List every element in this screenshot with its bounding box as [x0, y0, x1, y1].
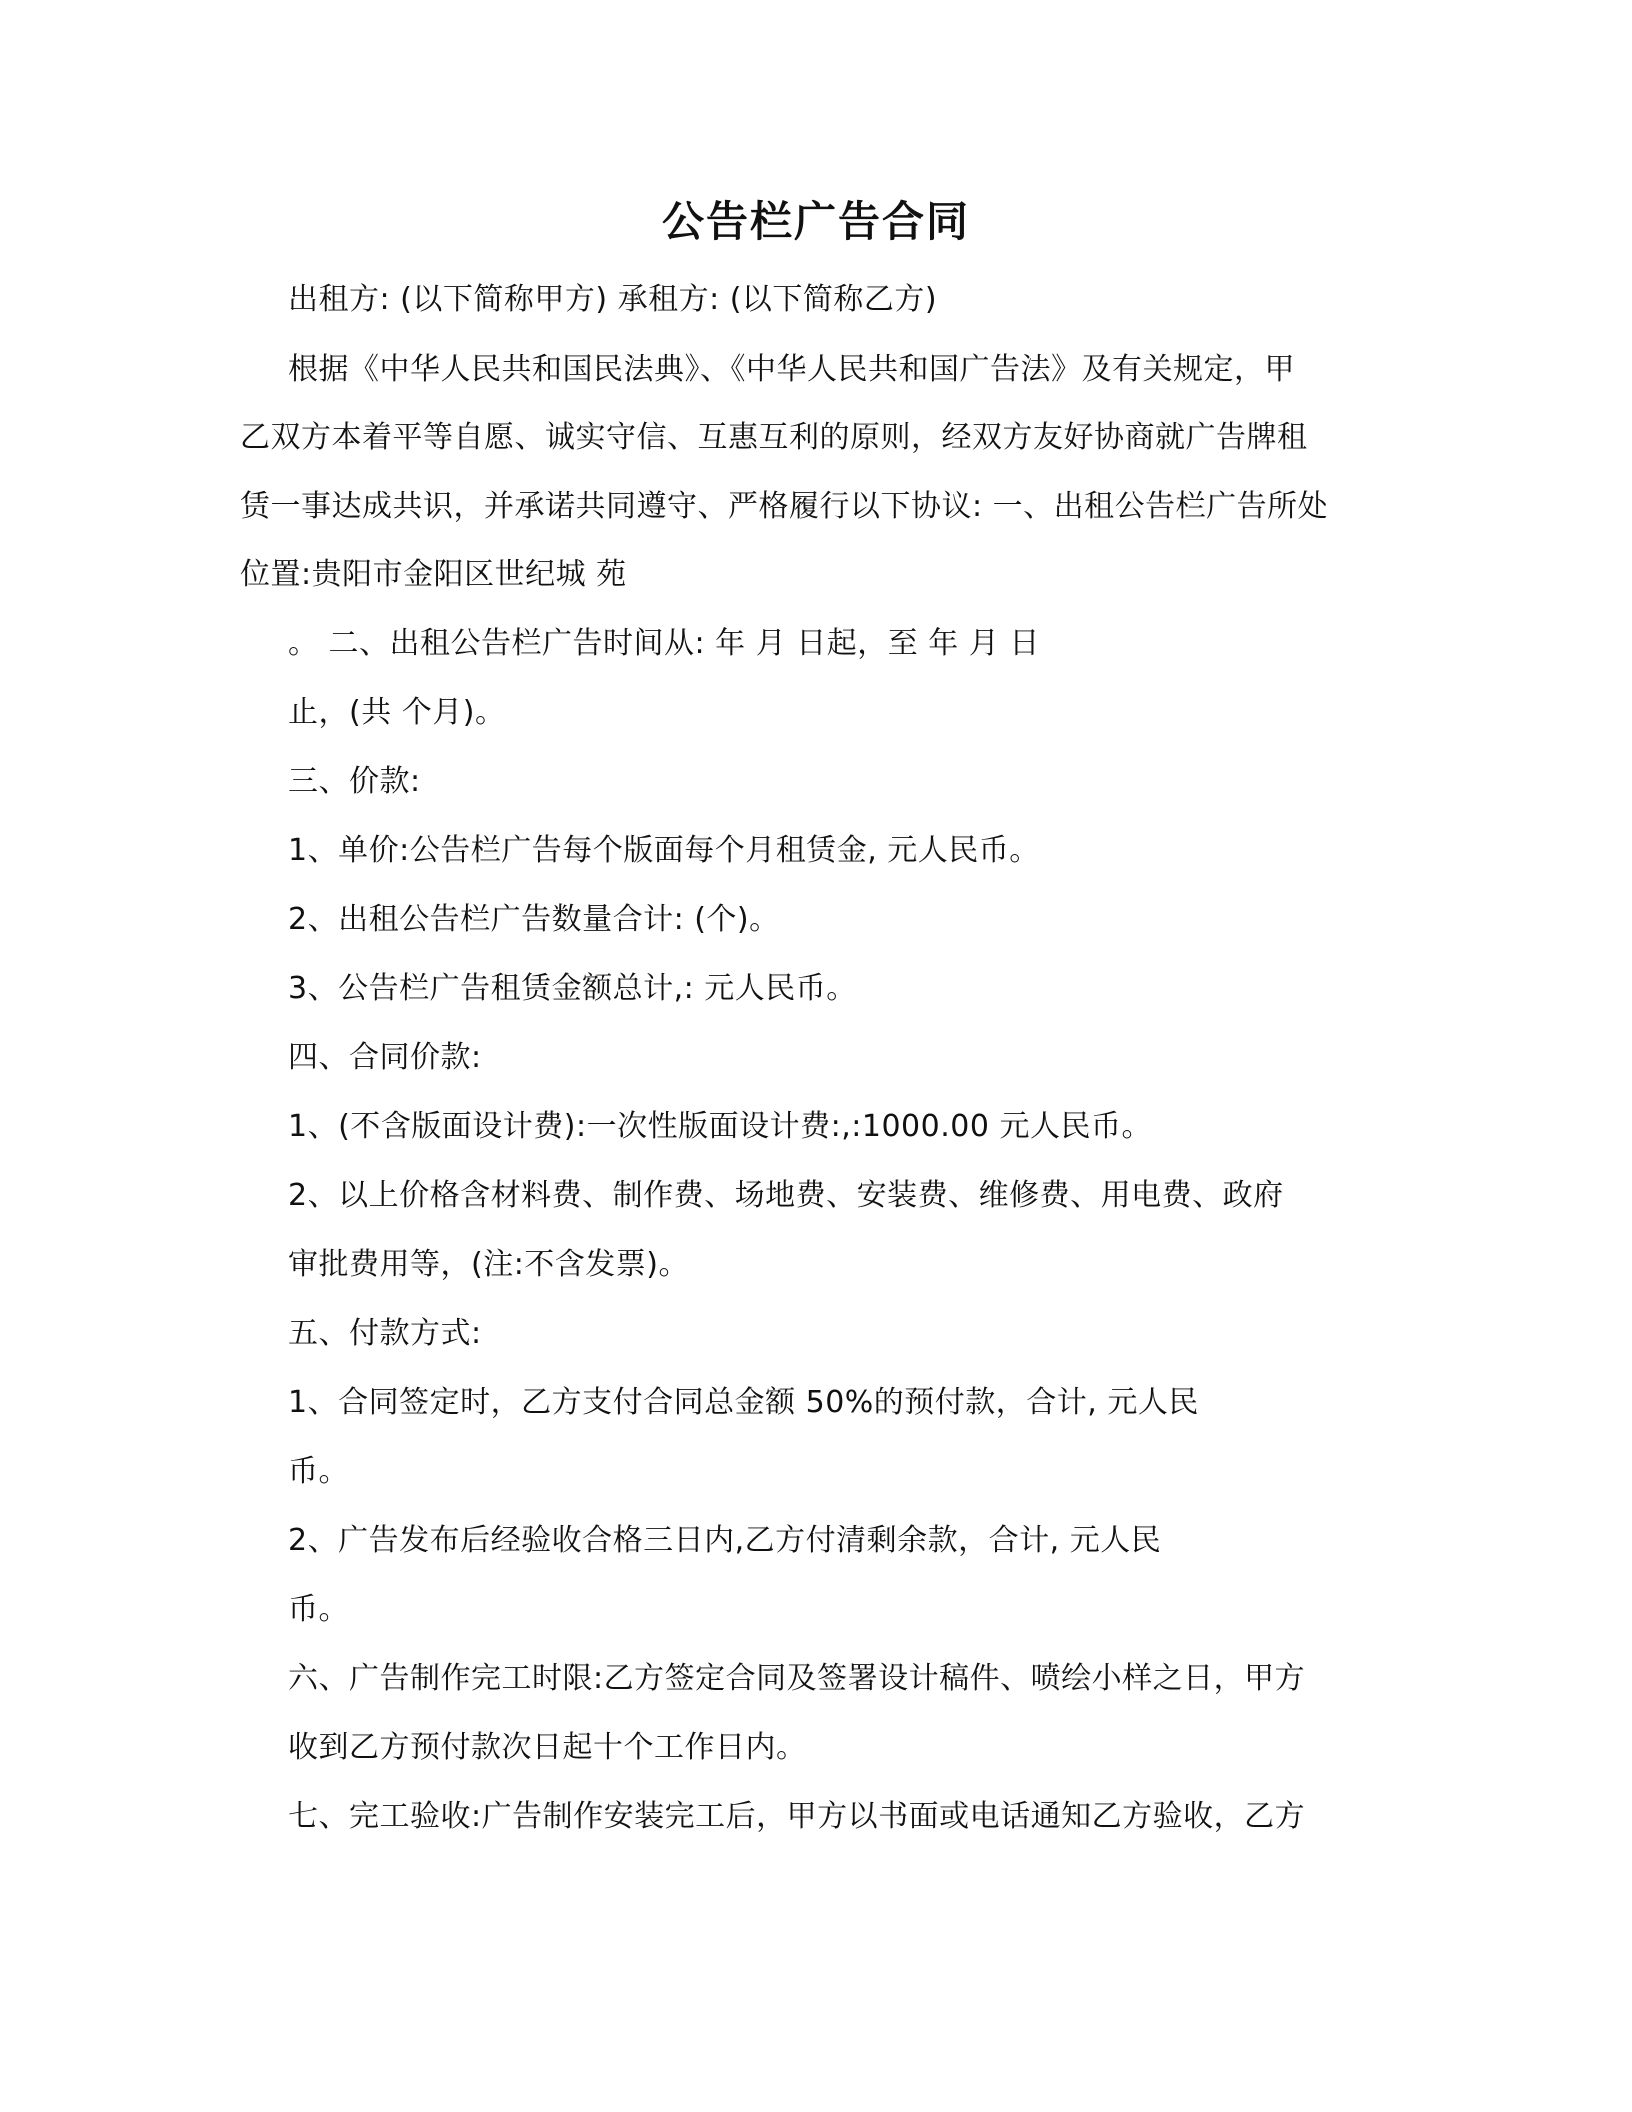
price-item-1: 1、单价:公告栏广告每个版面每个月租赁金, 元人民币。: [288, 833, 1040, 868]
term-line-1: 。 二、出租公告栏广告时间从: 年 月 日起，至 年 月 日: [288, 626, 1040, 661]
section-completion-line-1: 六、广告制作完工时限:乙方签定合同及签署设计稿件、喷绘小样之日，甲方: [288, 1661, 1306, 1696]
payment-item-2-line-1: 2、广告发布后经验收合格三日内,乙方付清剩余款，合计, 元人民: [288, 1523, 1162, 1558]
contract-price-item-2-line-1: 2、以上价格含材料费、制作费、场地费、安装费、维修费、用电费、政府: [288, 1178, 1284, 1213]
preamble-line-3: 赁一事达成共识，并承诺共同遵守、严格履行以下协议: 一、出租公告栏广告所处: [240, 489, 1329, 524]
term-line-2: 止，(共 个月)。: [288, 695, 506, 730]
location-line: 位置:贵阳市金阳区世纪城 苑: [240, 557, 627, 592]
section-completion-line-2: 收到乙方预付款次日起十个工作日内。: [288, 1730, 807, 1765]
section-contract-price-heading: 四、合同价款:: [288, 1040, 482, 1075]
contract-price-item-2-line-2: 审批费用等，(注:不含发票)。: [288, 1247, 690, 1282]
price-item-2: 2、出租公告栏广告数量合计: (个)。: [288, 902, 780, 937]
section-price-heading: 三、价款:: [288, 764, 421, 799]
section-payment-heading: 五、付款方式:: [288, 1316, 482, 1351]
preamble-line-2: 乙双方本着平等自愿、诚实守信、互惠互利的原则，经双方友好协商就广告牌租: [240, 420, 1308, 455]
document-title: 公告栏广告合同: [661, 197, 970, 246]
section-acceptance-line-1: 七、完工验收:广告制作安装完工后，甲方以书面或电话通知乙方验收，乙方: [288, 1799, 1306, 1834]
contract-price-item-1: 1、(不含版面设计费):一次性版面设计费:,:1000.00 元人民币。: [288, 1109, 1152, 1144]
payment-item-1-line-1: 1、合同签定时，乙方支付合同总金额 50%的预付款，合计, 元人民: [288, 1385, 1199, 1420]
preamble-line-1: 根据《中华人民共和国民法典》、《中华人民共和国广告法》及有关规定，甲: [288, 352, 1295, 387]
payment-item-1-line-2: 币。: [288, 1454, 349, 1489]
price-item-3: 3、公告栏广告租赁金额总计,: 元人民币。: [288, 971, 857, 1006]
parties-line: 出租方: (以下简称甲方) 承租方: (以下简称乙方): [288, 282, 938, 317]
payment-item-2-line-2: 币。: [288, 1592, 349, 1627]
